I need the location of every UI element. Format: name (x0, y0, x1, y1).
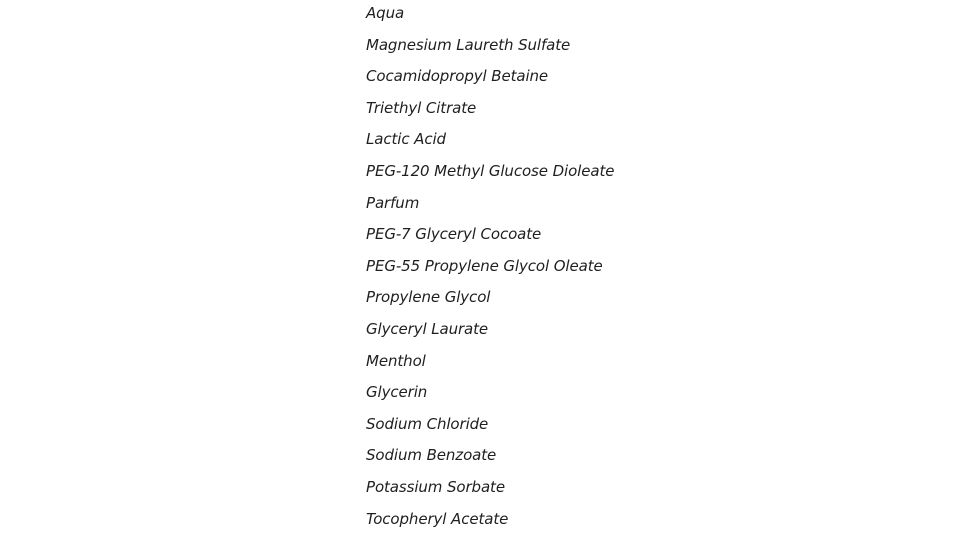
ingredient-list (366, 0, 614, 537)
ingredient-sodium-chloride: Sodium Chloride (366, 414, 489, 433)
ingredient-glycerin: Glycerin (366, 383, 428, 402)
ingredient-propylene-glycol: Propylene Glycol (366, 288, 491, 307)
ingredient-menthol: Menthol (366, 351, 426, 370)
ingredient-magnesium-laureth-sulfate: Magnesium Laureth Sulfate (366, 35, 571, 54)
ingredient-peg-120-methyl-glucose-dioleate: PEG-120 Methyl Glucose Dioleate (366, 161, 615, 180)
ingredient-potassium-sorbate: Potassium Sorbate (366, 477, 505, 496)
ingredient-parfum: Parfum (366, 193, 420, 212)
ingredient-peg-55-propylene-glycol-oleate: PEG-55 Propylene Glycol Oleate (366, 256, 603, 275)
ingredient-lactic-acid: Lactic Acid (366, 130, 446, 149)
ingredient-glyceryl-laurate: Glyceryl Laurate (366, 319, 489, 338)
ingredient-aqua: Aqua (366, 4, 405, 22)
ingredient-triethyl-citrate: Triethyl Citrate (366, 98, 477, 117)
ingredient-cocamidopropyl-betaine: Cocamidopropyl Betaine (366, 67, 549, 86)
ingredient-sodium-benzoate: Sodium Benzoate (366, 446, 497, 465)
ingredient-tocopheryl-acetate: Tocopheryl Acetate (366, 509, 509, 528)
ingredient-peg-7-glyceryl-cocoate: PEG-7 Glyceryl Cocoate (366, 225, 542, 244)
